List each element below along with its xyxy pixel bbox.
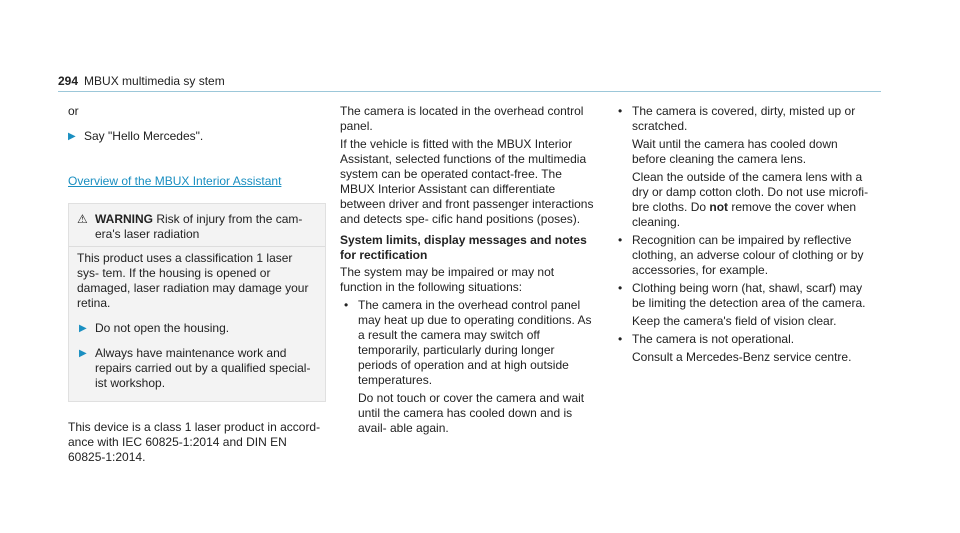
bullet-icon: • — [618, 332, 623, 346]
column-right — [614, 104, 870, 365]
warning-triangle-icon: ⚠ — [77, 212, 88, 226]
warning-divider — [69, 246, 325, 247]
list-item-note: Consult a Mercedes-Benz service centre. — [632, 350, 852, 364]
note-bold-text: not — [709, 200, 729, 214]
instruction-step — [68, 129, 324, 144]
page-header — [58, 74, 881, 92]
warning-label: WARNING — [95, 212, 153, 226]
warning-body: This product uses a classification 1 laser sys- tem. If the housing is opened or damaged, laser radiation may damage your retina. — [77, 251, 309, 310]
bullet-icon: • — [618, 104, 623, 118]
warning-step-1 — [77, 321, 317, 336]
bullet-icon: • — [344, 298, 349, 312]
note-text: remove the cover when cleaning. — [632, 200, 857, 229]
or-text: or — [68, 104, 79, 118]
bullet-icon: • — [618, 281, 623, 295]
list-item-note: Keep the camera's field of vision clear. — [632, 314, 837, 328]
list-item-text: Recognition can be impaired by reflective clothing, an adverse colour of clothing or by accessories, for example. — [632, 233, 864, 277]
laser-class-text: This device is a class 1 laser product in accord- ance with IEC 60825-1:2014 and DIN EN 60825-1:2014. — [68, 420, 321, 464]
list-item-text: The camera in the overhead control panel may heat up due to operating conditions. As a result the camera may switch off temporarily, particularly during longer periods of operation and at high outside temperatures. — [358, 298, 592, 387]
warning-title: Risk of injury from the cam- era's laser radiation — [95, 212, 303, 241]
paragraph-situations: The system may be impaired or may not function in the following situations: — [340, 265, 555, 294]
step-text: Say "Hello Mercedes". — [84, 129, 204, 143]
note-text: Clean the outside of the camera lens with a dry or damp cotton cloth. Do not use microfi- bre cloths. Do — [632, 170, 869, 214]
list-item — [614, 104, 870, 134]
warning-step-2 — [77, 346, 317, 391]
list-item — [614, 233, 870, 278]
warning-box — [68, 203, 326, 402]
play-arrow-icon: ▶ — [68, 131, 76, 142]
list-item-text: The camera is covered, dirty, misted up or scratched. — [632, 104, 856, 133]
play-arrow-icon: ▶ — [79, 348, 87, 359]
list-item-text: Clothing being worn (hat, shawl, scarf) may be limiting the detection area of the camera. — [632, 281, 866, 310]
section-heading[interactable]: Overview of the MBUX Interior Assistant — [68, 174, 282, 188]
list-item-note: Wait until the camera has cooled down before cleaning the camera lens. — [632, 137, 838, 166]
warning-header — [77, 212, 317, 242]
column-left — [68, 104, 324, 468]
list-item-text: The camera is not operational. — [632, 332, 795, 346]
warning-step-1-text: Do not open the housing. — [95, 321, 230, 335]
list-item-note — [614, 170, 870, 230]
warning-title-wrap — [95, 212, 317, 242]
page-number: 294 — [58, 74, 79, 88]
list-item — [614, 281, 870, 311]
system-limits-heading: System limits, display messages and notes for rectification — [340, 233, 587, 262]
column-middle — [340, 104, 596, 436]
list-item — [340, 298, 596, 388]
page-header-title: MBUX multimedia sy stem — [84, 74, 225, 88]
paragraph-camera-location: The camera is located in the overhead control panel. — [340, 104, 584, 133]
paragraph-assistant: If the vehicle is fitted with the MBUX Interior Assistant, selected functions of the multimedia system can be operated contact-free. The MBUX Interior Assistant can differentiate between driver and front passenger interactions and detects spe- cific hand positions (poses). — [340, 137, 594, 226]
play-arrow-icon: ▶ — [79, 323, 87, 334]
list-item — [614, 332, 870, 347]
warning-step-2-text: Always have maintenance work and repairs carried out by a qualified special- ist workshop. — [95, 346, 311, 390]
list-item-note: Do not touch or cover the camera and wait until the camera has cooled down and is avail- able again. — [358, 391, 585, 435]
bullet-icon: • — [618, 233, 623, 247]
